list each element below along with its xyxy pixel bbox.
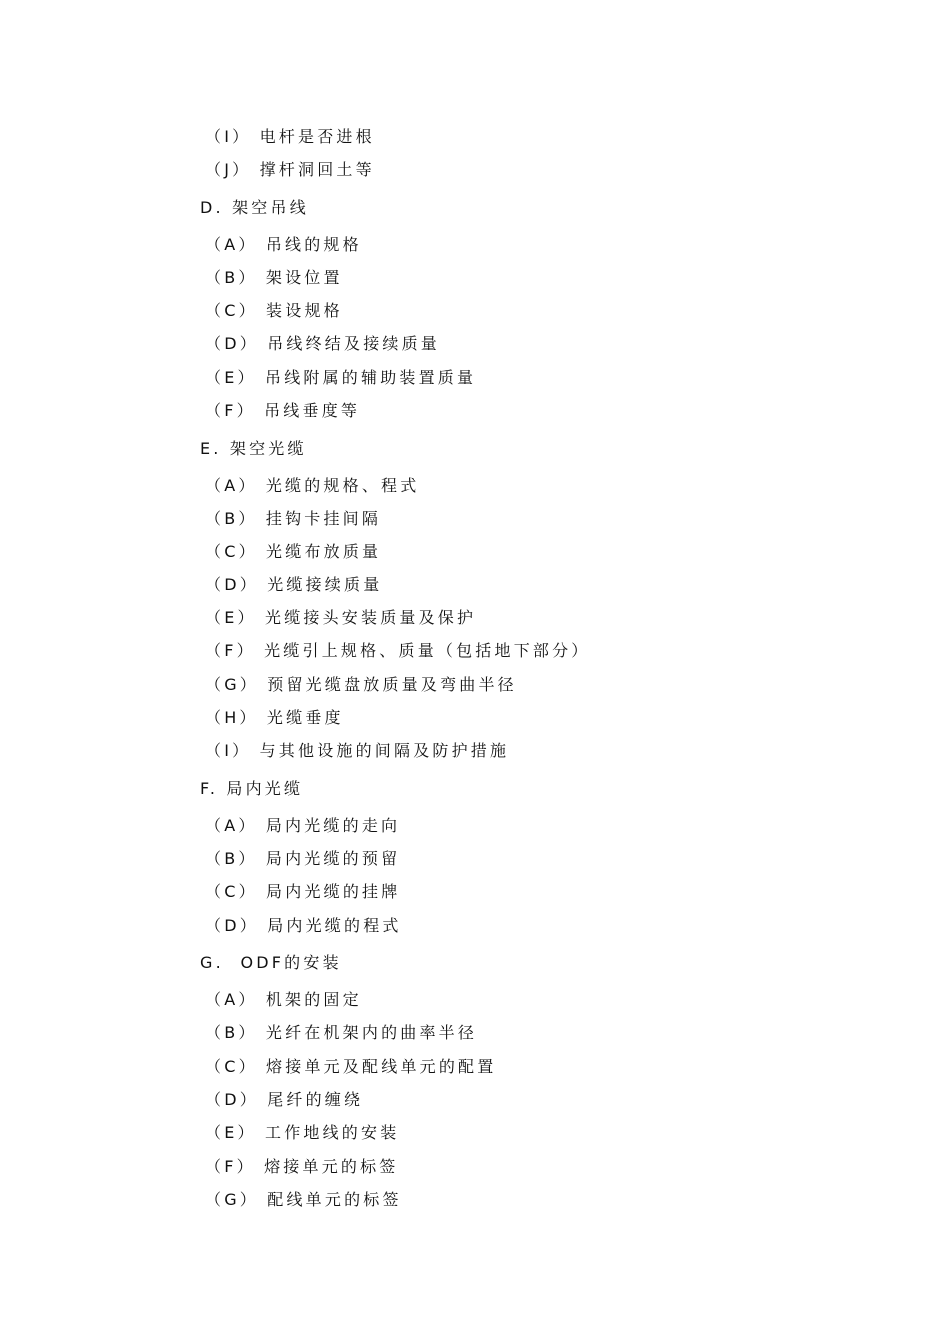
list-item: （C） 装设规格: [205, 301, 343, 320]
section-heading: G. ODF的安装: [200, 953, 342, 972]
list-item: （B） 挂钩卡挂间隔: [205, 509, 382, 528]
list-item: （G） 预留光缆盘放质量及弯曲半径: [205, 675, 517, 694]
list-item: （I） 与其他设施的间隔及防护措施: [205, 741, 510, 760]
list-item: （C） 熔接单元及配线单元的配置: [205, 1057, 497, 1076]
list-item: （D） 尾纤的缠绕: [205, 1090, 364, 1109]
list-item: （C） 光缆布放质量: [205, 542, 382, 561]
list-item: （F） 吊线垂度等: [205, 401, 361, 420]
list-item: （D） 光缆接续质量: [205, 575, 383, 594]
list-item: （D） 吊线终结及接续质量: [205, 334, 441, 353]
list-item: （A） 吊线的规格: [205, 235, 362, 254]
section-heading: F. 局内光缆: [200, 779, 304, 798]
list-item: （E） 光缆接头安装质量及保护: [205, 608, 477, 627]
list-item: （A） 局内光缆的走向: [205, 816, 401, 835]
list-item: （B） 光纤在机架内的曲率半径: [205, 1023, 478, 1042]
list-item: （B） 局内光缆的预留: [205, 849, 401, 868]
section-heading: E. 架空光缆: [200, 439, 307, 458]
list-item: （F） 光缆引上规格、质量（包括地下部分）: [205, 641, 591, 660]
list-item: （H） 光缆垂度: [205, 708, 344, 727]
list-item: （D） 局内光缆的程式: [205, 916, 402, 935]
list-item: （E） 吊线附属的辅助装置质量: [205, 368, 477, 387]
section-heading: D. 架空吊线: [200, 198, 309, 217]
list-item: （A） 机架的固定: [205, 990, 362, 1009]
list-item: （G） 配线单元的标签: [205, 1190, 402, 1209]
list-item: （I） 电杆是否进根: [205, 127, 375, 146]
list-item: （C） 局内光缆的挂牌: [205, 882, 401, 901]
list-item: （B） 架设位置: [205, 268, 343, 287]
list-item: （A） 光缆的规格、程式: [205, 476, 420, 495]
list-item: （F） 熔接单元的标签: [205, 1157, 399, 1176]
list-item: （J） 撑杆洞回土等: [205, 160, 375, 179]
list-item: （E） 工作地线的安装: [205, 1123, 400, 1142]
